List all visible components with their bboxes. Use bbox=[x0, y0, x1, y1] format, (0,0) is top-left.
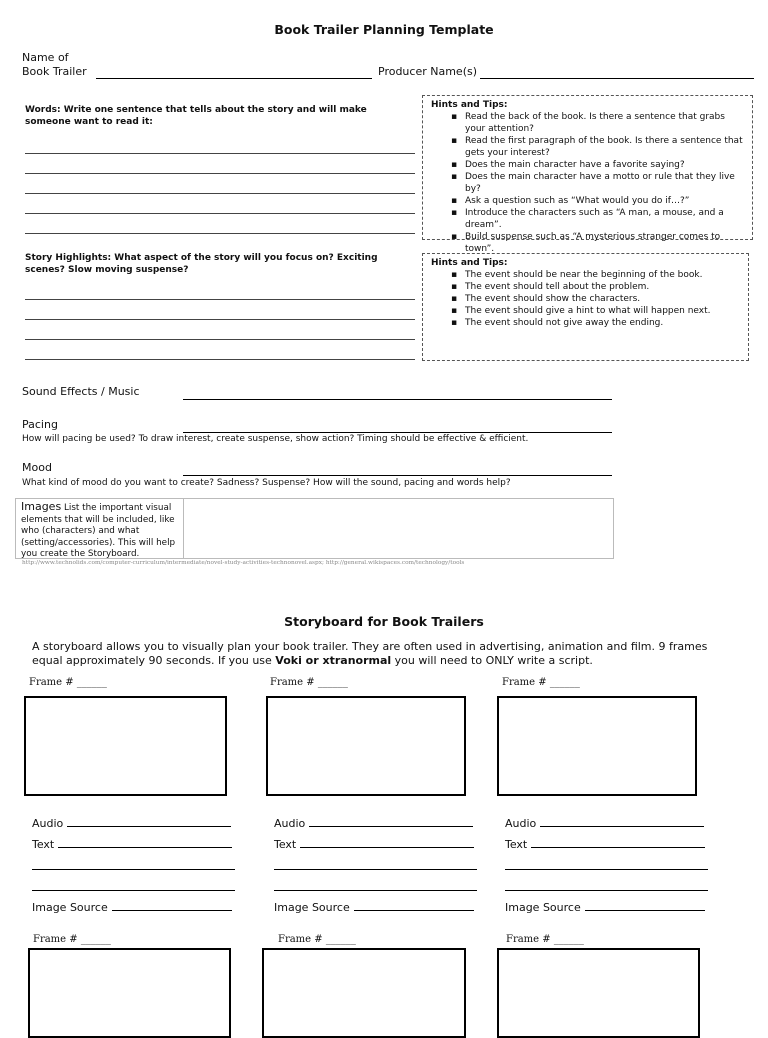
name-label-line2: Book Trailer bbox=[22, 65, 87, 78]
text-line-1b[interactable] bbox=[32, 890, 235, 891]
frame-number-label: Frame # ______ bbox=[506, 934, 584, 945]
words-line-2[interactable] bbox=[25, 173, 415, 174]
words-line-4[interactable] bbox=[25, 213, 415, 214]
hints-title: Hints and Tips: bbox=[431, 100, 508, 110]
hint-item: ▪ The event should tell about the problem. bbox=[465, 281, 742, 293]
frame-number-label: Frame # ______ bbox=[278, 934, 356, 945]
hints-box-highlights bbox=[422, 253, 749, 361]
mood-note: What kind of mood do you want to create? Sadness? Suspense? How will the sound, pacing and words help? bbox=[22, 478, 511, 488]
pacing-field[interactable] bbox=[183, 432, 612, 433]
text-label: Text bbox=[274, 838, 297, 851]
hint-item: ▪ Does the main character have a favorite saying? bbox=[465, 159, 746, 171]
storyboard-intro bbox=[32, 640, 732, 668]
hint-item: ▪ The event should show the characters. bbox=[465, 293, 742, 305]
highlights-line-3[interactable] bbox=[25, 339, 415, 340]
audio-label: Audio bbox=[505, 817, 537, 830]
hint-item: ▪ The event should be near the beginning of the book. bbox=[465, 269, 742, 281]
audio-field-2[interactable] bbox=[274, 816, 473, 830]
image-source-label: Image Source bbox=[32, 901, 108, 914]
hint-item: ▪ The event should not give away the ending. bbox=[465, 317, 742, 329]
storyboard-title: Storyboard for Book Trailers bbox=[284, 614, 484, 629]
text-line-1a[interactable] bbox=[32, 869, 235, 870]
image-source-label: Image Source bbox=[274, 901, 350, 914]
storyboard-frame-3[interactable] bbox=[497, 696, 697, 796]
producer-name-label: Producer Name(s) bbox=[378, 65, 478, 78]
storyboard-frame-5[interactable] bbox=[262, 948, 466, 1038]
storyboard-frame-2[interactable] bbox=[266, 696, 466, 796]
words-prompt: Words: Write one sentence that tells about the story and will make someone want to read it: bbox=[25, 105, 367, 127]
frame-number-label: Frame # ______ bbox=[502, 677, 580, 688]
text-line-2b[interactable] bbox=[274, 890, 477, 891]
images-entry-cell[interactable] bbox=[184, 499, 613, 558]
source-url: http://www.technolids.com/computer-curriculum/intermediate/novel-study-activities-technonovel.aspx; http://general.wikispaces.com/technology/tools bbox=[22, 560, 465, 566]
highlights-prompt: Story Highlights: What aspect of the story will you focus on? Exciting scenes? Slow moving suspense? bbox=[25, 253, 378, 275]
storyboard-frame-6[interactable] bbox=[497, 948, 700, 1038]
name-label-line1: Name of bbox=[22, 51, 69, 64]
text-field-1[interactable] bbox=[32, 837, 232, 851]
hint-item: ▪ The event should give a hint to what will happen next. bbox=[465, 305, 742, 317]
images-description bbox=[21, 501, 181, 561]
mood-label: Mood bbox=[22, 461, 52, 474]
text-label: Text bbox=[32, 838, 55, 851]
hint-item: ▪ Does the main character have a motto or rule that they live by? bbox=[465, 171, 746, 195]
book-trailer-name-label bbox=[22, 51, 87, 79]
image-source-field-1[interactable] bbox=[32, 900, 232, 914]
hint-item: ▪ Build suspense such as “A mysterious stranger comes to town”. bbox=[465, 231, 746, 255]
images-label: Images bbox=[21, 500, 62, 513]
storyboard-frame-4[interactable] bbox=[28, 948, 231, 1038]
storyboard-intro-bold: Voki or xtranormal bbox=[275, 654, 392, 667]
storyboard-intro-text-end: you will need to ONLY write a script. bbox=[391, 654, 593, 667]
audio-field-1[interactable] bbox=[32, 816, 231, 830]
hint-item: ▪ Introduce the characters such as “A man, a mouse, and a dream”. bbox=[465, 207, 746, 231]
text-label: Text bbox=[505, 838, 528, 851]
book-trailer-name-field[interactable] bbox=[96, 78, 372, 79]
image-source-field-2[interactable] bbox=[274, 900, 474, 914]
audio-field-3[interactable] bbox=[505, 816, 704, 830]
images-table bbox=[15, 498, 614, 559]
image-source-label: Image Source bbox=[505, 901, 581, 914]
storyboard-frame-1[interactable] bbox=[24, 696, 227, 796]
highlights-line-1[interactable] bbox=[25, 299, 415, 300]
words-line-3[interactable] bbox=[25, 193, 415, 194]
producer-name-field[interactable] bbox=[480, 78, 754, 79]
highlights-line-2[interactable] bbox=[25, 319, 415, 320]
page-title: Book Trailer Planning Template bbox=[274, 22, 494, 37]
text-line-2a[interactable] bbox=[274, 869, 477, 870]
images-text: List the important visual elements that will be included, like who (characters) and what (setting/accessories). This will help you create the Storyboard. bbox=[21, 503, 176, 560]
sound-effects-field[interactable] bbox=[183, 399, 612, 400]
sound-effects-label: Sound Effects / Music bbox=[22, 385, 140, 398]
hint-item: ▪ Read the first paragraph of the book. Is there a sentence that gets your interest? bbox=[465, 135, 746, 159]
hints-list bbox=[431, 111, 746, 255]
pacing-note: How will pacing be used? To draw interest, create suspense, show action? Timing should be effective & efficient. bbox=[22, 434, 529, 444]
hint-item: ▪ Read the back of the book. Is there a sentence that grabs your attention? bbox=[465, 111, 746, 135]
highlights-line-4[interactable] bbox=[25, 359, 415, 360]
text-field-2[interactable] bbox=[274, 837, 474, 851]
pacing-label: Pacing bbox=[22, 418, 58, 431]
words-line-1[interactable] bbox=[25, 153, 415, 154]
text-line-3a[interactable] bbox=[505, 869, 708, 870]
frame-number-label: Frame # ______ bbox=[33, 934, 111, 945]
mood-field[interactable] bbox=[183, 475, 612, 476]
hint-item: ▪ Ask a question such as “What would you do if…?” bbox=[465, 195, 746, 207]
audio-label: Audio bbox=[274, 817, 306, 830]
hints-title: Hints and Tips: bbox=[431, 258, 508, 268]
audio-label: Audio bbox=[32, 817, 64, 830]
frame-number-label: Frame # ______ bbox=[270, 677, 348, 688]
image-source-field-3[interactable] bbox=[505, 900, 705, 914]
hints-list bbox=[431, 269, 742, 329]
text-line-3b[interactable] bbox=[505, 890, 708, 891]
words-line-5[interactable] bbox=[25, 233, 415, 234]
text-field-3[interactable] bbox=[505, 837, 705, 851]
frame-number-label: Frame # ______ bbox=[29, 677, 107, 688]
storyboard-intro-text: A storyboard allows you to visually plan your book trailer. They are often used in advertising, animation and film. 9 frames equal approximately 90 seconds. If you use bbox=[32, 640, 708, 667]
hints-box-words bbox=[422, 95, 753, 254]
